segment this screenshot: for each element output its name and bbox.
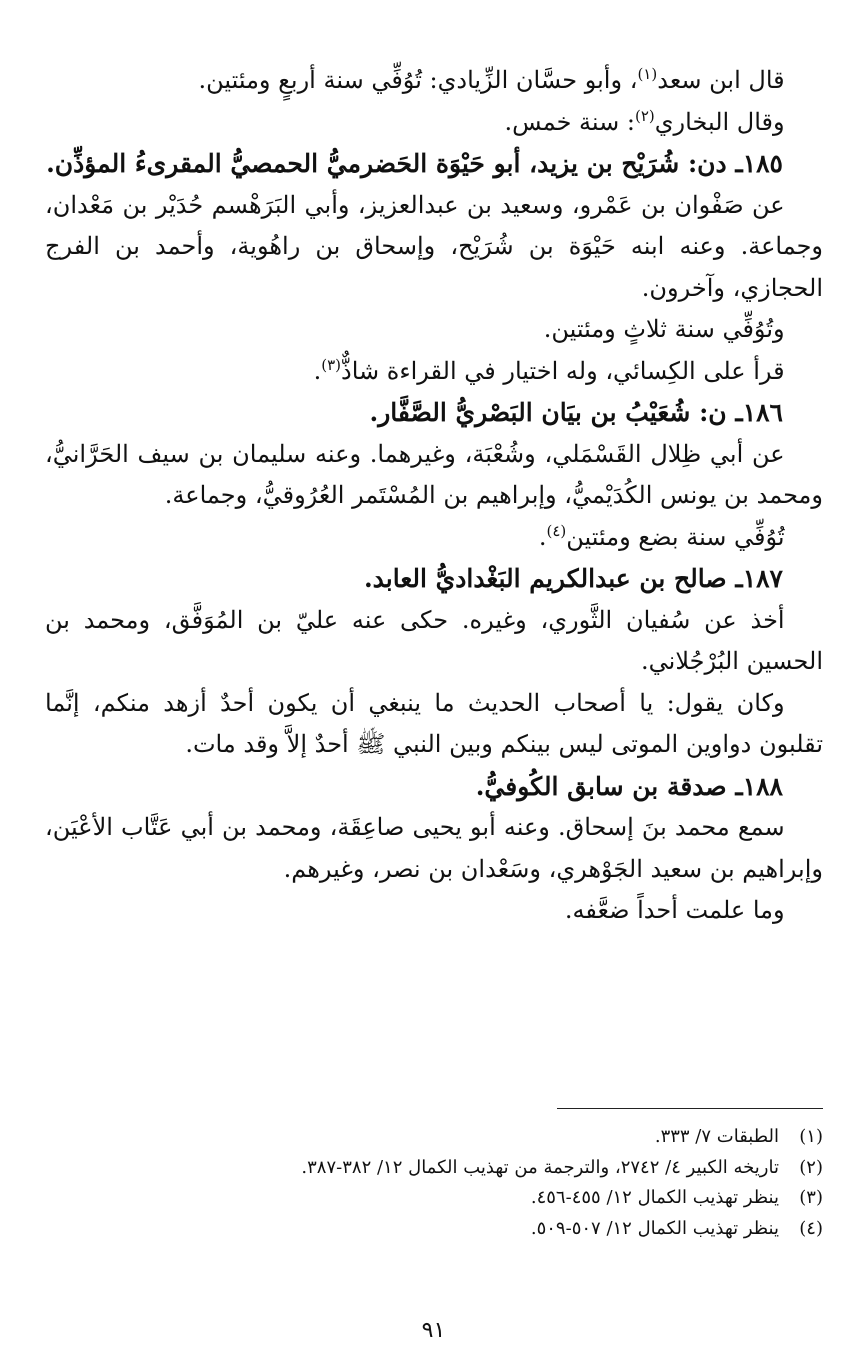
entry-title: صالح بن عبدالكريم البَغْداديُّ العابد. xyxy=(363,564,727,593)
text-run: : سنة خمس. xyxy=(504,107,635,136)
paragraph: وتُوُفِّي سنة ثلاثٍ ومئتين. xyxy=(543,315,785,343)
paragraph: أخذ عن سُفيان الثَّوري، وغيره. حكى عنه عليّ بن المُوَفَّق، ومحمد بن الحسين البُرْجُلاني. xyxy=(45,605,823,675)
paragraph xyxy=(45,60,823,102)
footnote-divider xyxy=(557,1108,823,1109)
text-run: ، وأبو حسَّان الزِّيادي: تُوُفِّي سنة أربعٍ ومئتين. xyxy=(198,66,638,94)
paragraph: سمع محمد بنَ إسحاق. وعنه أبو يحيى صاعِقَة، ومحمد بن أبي عَتَّاب الأعْيَن، وإبراهيم بن سعيد الجَوْهري، وسَعْدان بن نصر، وغيرهم. xyxy=(45,813,823,883)
footnote-text: الطبقات ٧/ ٣٣٣. xyxy=(654,1126,779,1147)
footnote-mark: (٤) xyxy=(799,1217,823,1239)
entry-heading-185 xyxy=(45,143,823,185)
footnote-mark: (٢) xyxy=(799,1156,823,1178)
entry-number: ١٨٥ـ دن: xyxy=(687,149,783,178)
entry-number: ١٨٨ـ xyxy=(735,771,783,801)
footnote-text: ينظر تهذيب الكمال ١٢/ ٥٠٧-٥٠٩. xyxy=(530,1217,779,1239)
entry-heading-188 xyxy=(45,766,823,808)
footnote-text: تاريخه الكبير ٤/ ٢٧٤٢، والترجمة من تهذيب الكمال ١٢/ ٣٨٢-٣٨٧. xyxy=(301,1156,779,1178)
paragraph: وما علمت أحداً ضعَّفه. xyxy=(564,896,785,924)
footnote-item xyxy=(45,1122,823,1153)
footnote-ref[interactable]: (٤) xyxy=(546,521,567,540)
text-run: تُوُفِّي سنة بضع ومئتين xyxy=(566,522,785,551)
main-text xyxy=(45,60,823,932)
paragraph: عن أبي ظِلال القَسْمَلي، وشُعْبَة، وغيرهما. وعنه سليمان بن سيف الحَرَّانيُّ، ومحمد بن يونس الكُدَيْميُّ، وإبراهيم بن المُسْتَمر العُرُوقيُّ، وجماعة. xyxy=(45,439,823,509)
entry-heading-186 xyxy=(45,392,823,434)
entry-title: صدقة بن سابق الكُوفيُّ. xyxy=(475,771,727,801)
text-run: قال ابن سعد xyxy=(657,66,785,94)
entry-title: شُرَيْح بن يزيد، أبو حَيْوَة الحَضرميُّ الحمصيُّ المقرىءُ المؤذِّن. xyxy=(46,149,680,178)
footnote-text: ينظر تهذيب الكمال ١٢/ ٤٥٥-٤٥٦. xyxy=(530,1187,779,1208)
text-run: وقال البخاري xyxy=(654,107,785,136)
text-run: . xyxy=(313,356,322,385)
footnote-item xyxy=(45,1153,823,1184)
paragraph xyxy=(45,102,823,144)
text-run: . xyxy=(538,522,547,551)
footnote-item xyxy=(45,1183,823,1214)
entry-number: ١٨٧ـ xyxy=(735,564,783,593)
footnote-ref[interactable]: (٣) xyxy=(321,355,342,374)
entry-heading-187 xyxy=(45,558,823,600)
text-run: قرأ على الكِسائي، وله اختيار في القراءة شاذٌّ xyxy=(341,356,785,385)
footnote-ref[interactable]: (١) xyxy=(637,65,658,83)
paragraph: وكان يقول: يا أصحاب الحديث ما ينبغي أن يكون أحدٌ أزهد منكم، إنَّما تقلبون دواوين الموتى ليس بينكم وبين النبي ﷺ أحدٌ إلاَّ وقد مات. xyxy=(45,688,823,758)
footnote-item xyxy=(45,1214,823,1245)
footnotes xyxy=(45,1122,823,1244)
footnote-mark: (٣) xyxy=(799,1187,823,1208)
page-number: ٩١ xyxy=(421,1318,446,1343)
entry-title: شُعَيْبُ بن بيَان البَصْريُّ الصَّفَّار. xyxy=(369,398,691,427)
footnote-mark: (١) xyxy=(799,1126,823,1147)
footnote-ref[interactable]: (٢) xyxy=(634,106,655,125)
paragraph: عن صَفْوان بن عَمْرو، وسعيد بن عبدالعزيز، وأبي البَرَهْسم حُدَيْر بن مَعْدان، وجماعة. وعنه ابنه حَيْوَة بن شُرَيْح، وإسحاق بن راهُوية، وأحمد بن الفرج الحجازي، وآخرون. xyxy=(45,190,823,302)
entry-number: ١٨٦ـ ن: xyxy=(699,398,783,427)
paragraph xyxy=(45,351,823,393)
paragraph xyxy=(45,517,823,559)
